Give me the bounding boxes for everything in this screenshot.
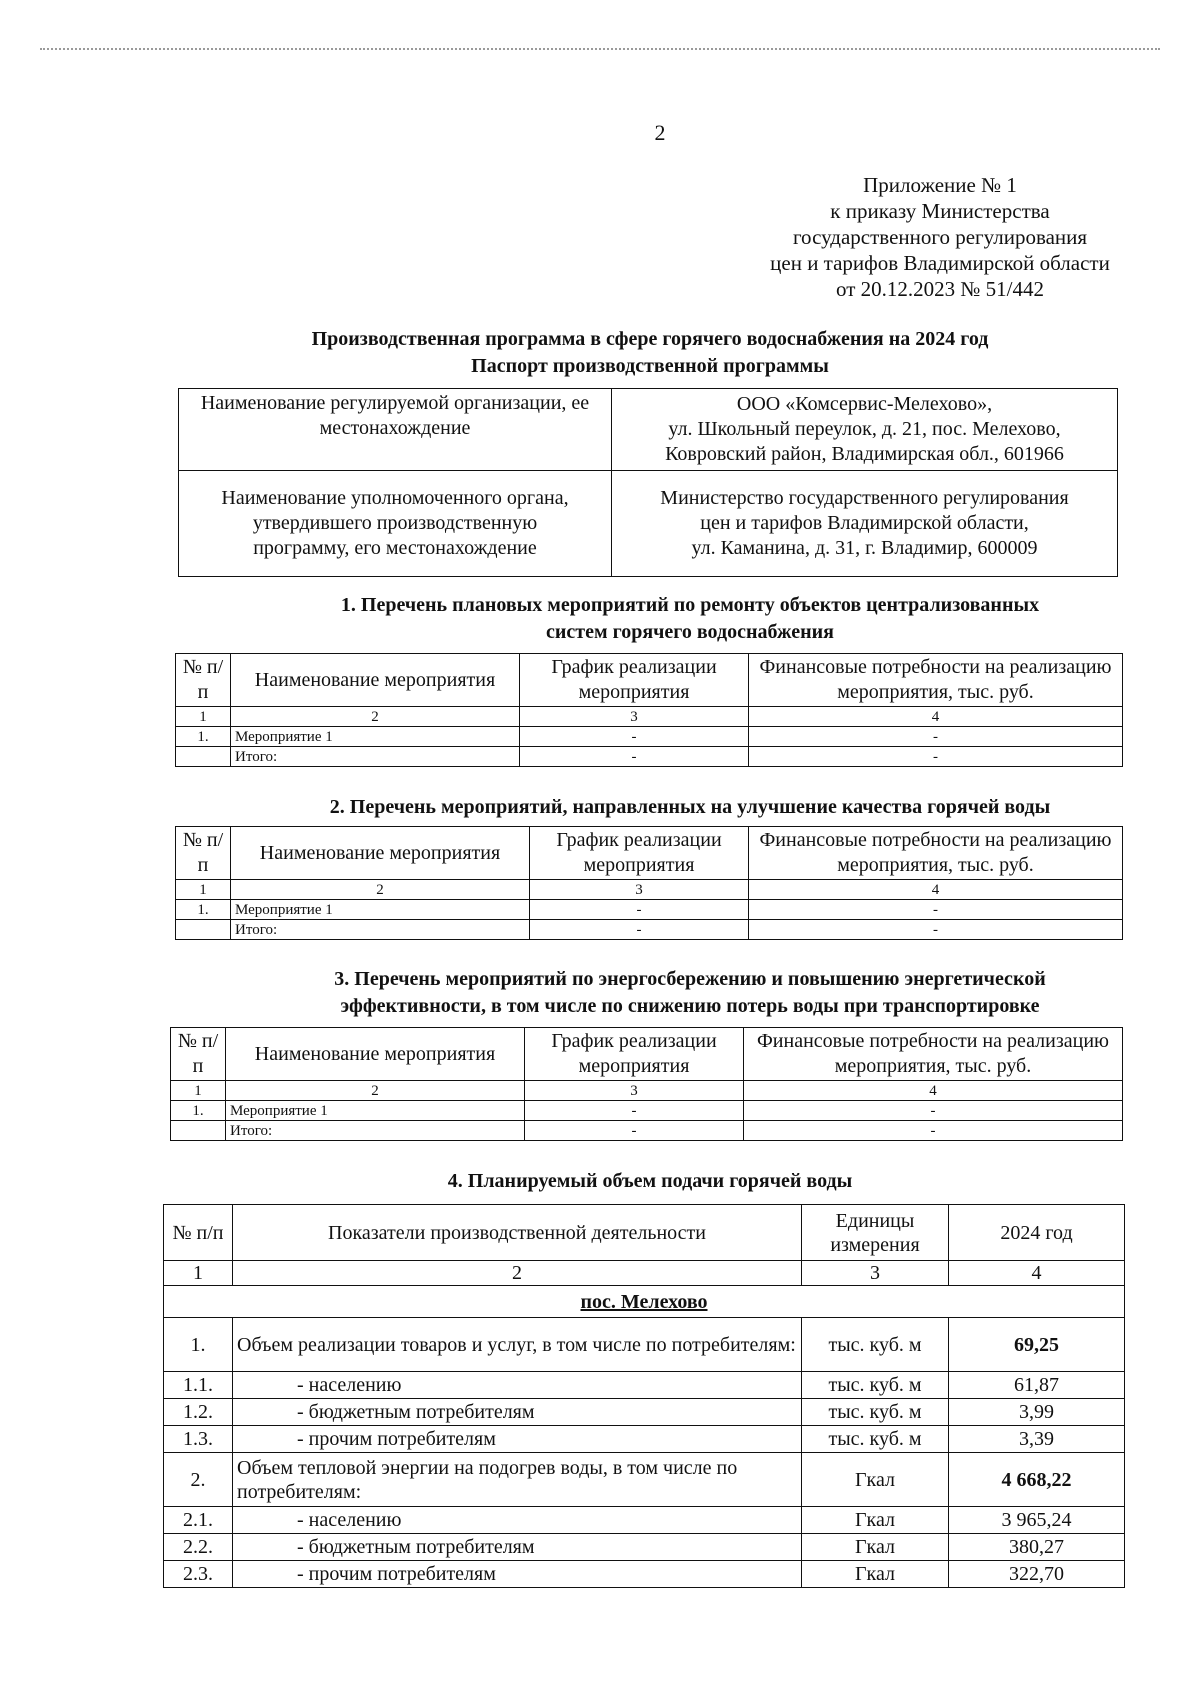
passport-label: Наименование регулируемой организации, ее местонахождение <box>179 389 612 471</box>
row-name: Мероприятие 1 <box>231 900 530 920</box>
row-unit: тыс. куб. м <box>802 1372 949 1399</box>
column-number: 1 <box>164 1261 233 1286</box>
passport-value <box>612 389 1118 471</box>
appendix-line: государственного регулирования <box>792 225 1088 249</box>
col-finance-header: Финансовые потребности на реализацию мероприятия, тыс. руб. <box>744 1028 1123 1081</box>
col-year-header: 2024 год <box>949 1205 1125 1261</box>
total-num <box>176 920 231 940</box>
col-schedule-header: График реализации мероприятия <box>520 654 749 707</box>
row-indicator: Объем тепловой энергии на подогрев воды, в том числе по потребителям: <box>233 1453 802 1507</box>
total-label: Итого: <box>226 1121 525 1141</box>
locality-name: пос. Мелехово <box>164 1286 1125 1318</box>
row-value: 3 965,24 <box>949 1507 1125 1534</box>
row-unit: Гкал <box>802 1453 949 1507</box>
section1-title <box>250 592 1130 646</box>
section2-title: 2. Перечень мероприятий, направленных на улучшение качества горячей воды <box>329 796 1051 818</box>
col-num-header: № п/п <box>164 1205 233 1261</box>
col-name-header: Наименование мероприятия <box>231 654 520 707</box>
col-name-header: Наименование мероприятия <box>231 827 530 880</box>
passport-label: Наименование уполномоченного органа, утвердившего производственную программу, его местонахождение <box>179 471 612 577</box>
passport-row <box>179 389 1118 471</box>
section4-title: 4. Планируемый объем подачи горячей воды <box>447 1170 853 1192</box>
row-finance: - <box>749 727 1123 747</box>
title-line: Паспорт производственной программы <box>471 355 829 377</box>
section-title-line: систем горячего водоснабжения <box>546 621 834 643</box>
section2-table <box>175 826 1123 940</box>
row-indicator: - прочим потребителям <box>233 1561 802 1588</box>
column-number: 4 <box>744 1081 1123 1101</box>
scan-artifact-line <box>40 48 1160 50</box>
title-line: Производственная программа в сфере горячего водоснабжения на 2024 год <box>311 328 989 350</box>
row-schedule: - <box>520 727 749 747</box>
column-number: 1 <box>171 1081 226 1101</box>
col-finance-header: Финансовые потребности на реализацию мероприятия, тыс. руб. <box>749 654 1123 707</box>
total-num <box>176 747 231 767</box>
row-value: 380,27 <box>949 1534 1125 1561</box>
total-finance: - <box>744 1121 1123 1141</box>
table-header-row <box>171 1028 1123 1081</box>
row-indicator: - бюджетным потребителям <box>233 1399 802 1426</box>
col-num-header: № п/п <box>176 654 231 707</box>
column-number: 4 <box>749 880 1123 900</box>
row-unit: тыс. куб. м <box>802 1399 949 1426</box>
column-number: 3 <box>530 880 749 900</box>
passport-table <box>178 388 1118 577</box>
table-header-row <box>176 654 1123 707</box>
indicator-row <box>164 1318 1125 1372</box>
row-value: 69,25 <box>949 1318 1125 1372</box>
col-schedule-header: График реализации мероприятия <box>530 827 749 880</box>
row-indicator: Объем реализации товаров и услуг, в том числе по потребителям: <box>233 1318 802 1372</box>
page-number: 2 <box>654 120 666 145</box>
column-number: 3 <box>520 707 749 727</box>
row-indicator: - населению <box>233 1372 802 1399</box>
row-num: 2.2. <box>164 1534 233 1561</box>
row-num: 1. <box>171 1101 226 1121</box>
locality-row <box>164 1286 1125 1318</box>
row-num: 1. <box>176 900 231 920</box>
total-row <box>176 920 1123 940</box>
row-unit: тыс. куб. м <box>802 1318 949 1372</box>
document-title <box>180 326 1120 380</box>
row-schedule: - <box>530 900 749 920</box>
row-indicator: - бюджетным потребителям <box>233 1534 802 1561</box>
row-indicator: - прочим потребителям <box>233 1426 802 1453</box>
col-num-header: № п/п <box>171 1028 226 1081</box>
row-finance: - <box>744 1101 1123 1121</box>
column-number: 1 <box>176 880 231 900</box>
total-finance: - <box>749 747 1123 767</box>
passport-value <box>612 471 1118 577</box>
row-value: 322,70 <box>949 1561 1125 1588</box>
row-num: 2. <box>164 1453 233 1507</box>
appendix-block <box>730 172 1150 302</box>
section3-title <box>250 966 1130 1020</box>
row-name: Мероприятие 1 <box>226 1101 525 1121</box>
row-name: Мероприятие 1 <box>231 727 520 747</box>
section3-table <box>170 1027 1123 1141</box>
passport-value-line: ООО «Комсервис-Мелехово», <box>736 393 993 415</box>
row-num: 1.3. <box>164 1426 233 1453</box>
total-row <box>171 1121 1123 1141</box>
table-row <box>176 727 1123 747</box>
column-number: 2 <box>226 1081 525 1101</box>
sub-indicator-row <box>164 1399 1125 1426</box>
row-value: 4 668,22 <box>949 1453 1125 1507</box>
section4-rows <box>164 1318 1125 1588</box>
sub-indicator-row <box>164 1507 1125 1534</box>
column-numbers-row <box>176 880 1123 900</box>
row-unit: Гкал <box>802 1534 949 1561</box>
column-number: 2 <box>231 880 530 900</box>
row-num: 1.1. <box>164 1372 233 1399</box>
section-title-line: 1. Перечень плановых мероприятий по ремонту объектов централизованных <box>340 594 1040 616</box>
sub-indicator-row <box>164 1561 1125 1588</box>
row-finance: - <box>749 900 1123 920</box>
appendix-line: к приказу Министерства <box>830 199 1050 223</box>
sub-indicator-row <box>164 1534 1125 1561</box>
section-title-line: 3. Перечень мероприятий по энергосбережению и повышению энергетической <box>334 968 1046 990</box>
column-numbers-row <box>164 1261 1125 1286</box>
section1-table <box>175 653 1123 767</box>
col-name-header: Наименование мероприятия <box>226 1028 525 1081</box>
row-num: 2.3. <box>164 1561 233 1588</box>
column-numbers-row <box>176 707 1123 727</box>
total-row <box>176 747 1123 767</box>
appendix-line: от 20.12.2023 № 51/442 <box>835 277 1045 301</box>
col-indicator-header: Показатели производственной деятельности <box>233 1205 802 1261</box>
row-schedule: - <box>525 1101 744 1121</box>
column-number: 2 <box>233 1261 802 1286</box>
column-numbers-row <box>171 1081 1123 1101</box>
total-num <box>171 1121 226 1141</box>
sub-indicator-row <box>164 1426 1125 1453</box>
column-number: 3 <box>802 1261 949 1286</box>
passport-value-line: ул. Школьный переулок, д. 21, пос. Мелехово, <box>668 418 1061 440</box>
col-finance-header: Финансовые потребности на реализацию мероприятия, тыс. руб. <box>749 827 1123 880</box>
column-number: 2 <box>231 707 520 727</box>
row-num: 2.1. <box>164 1507 233 1534</box>
row-value: 3,39 <box>949 1426 1125 1453</box>
total-label: Итого: <box>231 747 520 767</box>
row-unit: Гкал <box>802 1561 949 1588</box>
passport-value-line: ул. Каманина, д. 31, г. Владимир, 600009 <box>691 537 1038 559</box>
row-value: 61,87 <box>949 1372 1125 1399</box>
column-number: 4 <box>949 1261 1125 1286</box>
section-title-line: эффективности, в том числе по снижению потерь воды при транспортировке <box>340 995 1040 1017</box>
indicator-row <box>164 1453 1125 1507</box>
column-number: 4 <box>749 707 1123 727</box>
row-num: 1.2. <box>164 1399 233 1426</box>
total-finance: - <box>749 920 1123 940</box>
table-row <box>176 900 1123 920</box>
table-header-row <box>164 1205 1125 1261</box>
row-num: 1. <box>176 727 231 747</box>
row-indicator: - населению <box>233 1507 802 1534</box>
total-schedule: - <box>525 1121 744 1141</box>
row-num: 1. <box>164 1318 233 1372</box>
col-schedule-header: График реализации мероприятия <box>525 1028 744 1081</box>
row-value: 3,99 <box>949 1399 1125 1426</box>
table-row <box>171 1101 1123 1121</box>
section4-table <box>163 1204 1125 1588</box>
column-number: 1 <box>176 707 231 727</box>
appendix-line: цен и тарифов Владимирской области <box>770 251 1110 275</box>
column-number: 3 <box>525 1081 744 1101</box>
total-schedule: - <box>520 747 749 767</box>
col-unit-header: Единицы измерения <box>802 1205 949 1261</box>
row-unit: тыс. куб. м <box>802 1426 949 1453</box>
passport-value-line: Министерство государственного регулирования <box>660 487 1069 509</box>
col-num-header: № п/п <box>176 827 231 880</box>
passport-row <box>179 471 1118 577</box>
passport-value-line: цен и тарифов Владимирской области, <box>700 512 1029 534</box>
total-label: Итого: <box>231 920 530 940</box>
total-schedule: - <box>530 920 749 940</box>
sub-indicator-row <box>164 1372 1125 1399</box>
row-unit: Гкал <box>802 1507 949 1534</box>
passport-value-line: Ковровский район, Владимирская обл., 601966 <box>665 443 1064 465</box>
table-header-row <box>176 827 1123 880</box>
appendix-line: Приложение № 1 <box>863 173 1017 197</box>
